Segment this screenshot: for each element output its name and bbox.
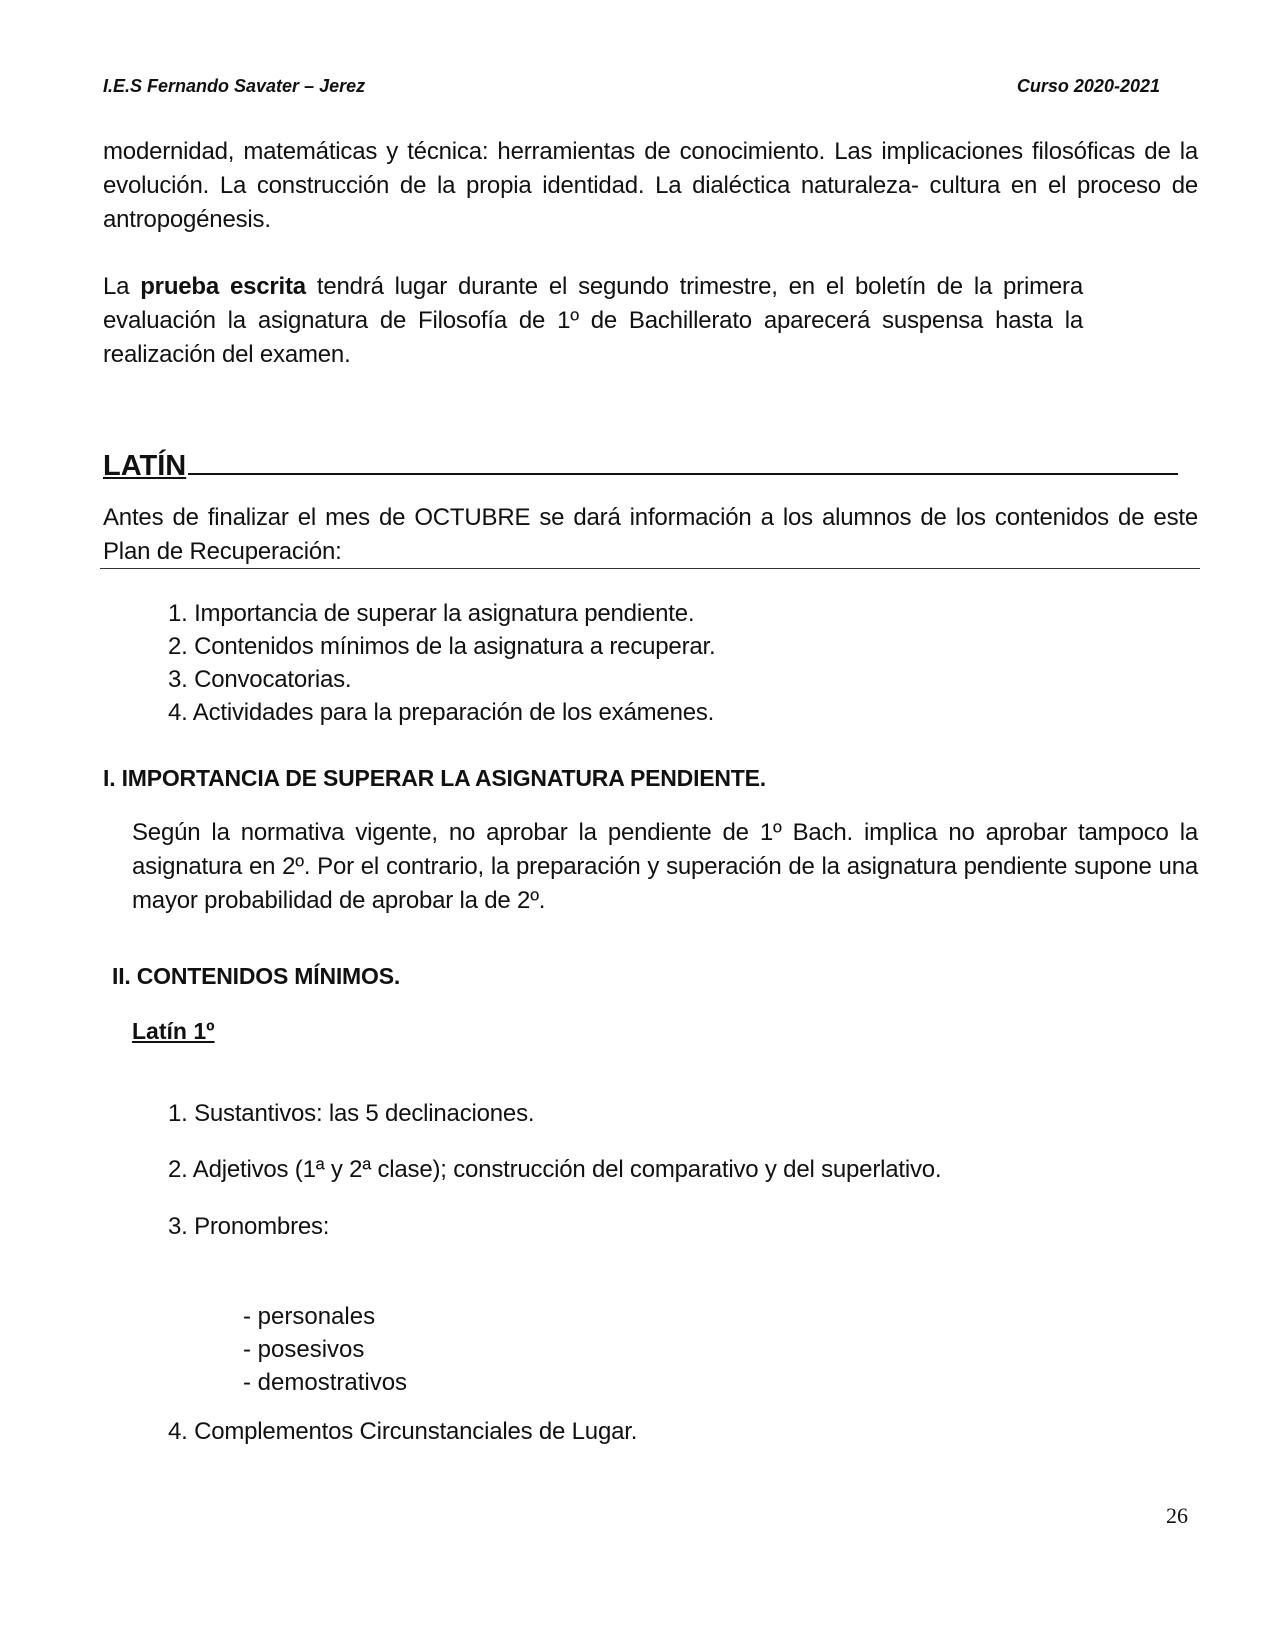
content-item-nouns: 1. Sustantivos: las 5 declinaciones.: [168, 1100, 535, 1127]
list-item: - demostrativos: [243, 1369, 408, 1396]
content-item-place-complements: 4. Complementos Circunstanciales de Lugar.: [168, 1418, 638, 1445]
header-school: I.E.S Fernando Savater – Jerez: [103, 76, 366, 96]
list-item: 4. Actividades para la preparación de los exámenes.: [168, 699, 715, 726]
paragraph-written-test-before: La: [103, 273, 141, 300]
paragraph-importance: Según la normativa vigente, no aprobar la pendiente de 1º Bach. implica no aprobar tampoco la asignatura en 2º. Por el contrario, la preparación y superación de la asignatura pendiente supone una mayor probabilidad de aprobar la de 2º.: [132, 819, 1198, 914]
list-item: - posesivos: [243, 1336, 365, 1363]
list-item: - personales: [243, 1303, 376, 1330]
plan-items-list: [168, 597, 715, 729]
section-heading-contents: II. CONTENIDOS MÍNIMOS.: [112, 963, 401, 989]
header-course: Curso 2020-2021: [1016, 76, 1160, 96]
pronoun-sublist: [243, 1300, 407, 1399]
latin-title-text: LATÍN: [103, 450, 187, 482]
horizontal-divider: [100, 568, 1200, 569]
list-item: 1. Importancia de superar la asignatura pendiente.: [168, 600, 695, 627]
list-item: 3. Convocatorias.: [168, 666, 352, 693]
content-item-adjectives: 2. Adjetivos (1ª y 2ª clase); construcción del comparativo y del superlativo.: [168, 1156, 942, 1183]
content-item-pronouns: 3. Pronombres:: [168, 1213, 330, 1240]
paragraph-written-test-bold: prueba escrita: [140, 273, 306, 300]
paragraph-written-test: [103, 270, 1083, 372]
title-underline-rule: [188, 453, 1178, 475]
page-number: 26: [1166, 1503, 1188, 1528]
paragraph-october-info: Antes de finalizar el mes de OCTUBRE se dará información a los alumnos de los contenidos de este Plan de Recuperación:: [103, 504, 1198, 565]
latin-section-title: [103, 448, 1178, 484]
paragraph-philosophy-contents: modernidad, matemáticas y técnica: herramientas de conocimiento. Las implicaciones filosóficas de la evolución. La construcción de la propia identidad. La dialéctica naturaleza- cultura en el proceso de antropogénesis.: [103, 138, 1198, 233]
list-item: 2. Contenidos mínimos de la asignatura a recuperar.: [168, 633, 716, 660]
subheading-latin-1: Latín 1º: [132, 1018, 215, 1044]
paragraph-written-test-after: tendrá lugar durante el segundo trimestre, en el boletín de la primera evaluación la asignatura de Filosofía de 1º de Bachillerato aparecerá suspensa hasta la realización del examen.: [103, 273, 1083, 368]
section-heading-importance: I. IMPORTANCIA DE SUPERAR LA ASIGNATURA PENDIENTE.: [103, 765, 766, 791]
